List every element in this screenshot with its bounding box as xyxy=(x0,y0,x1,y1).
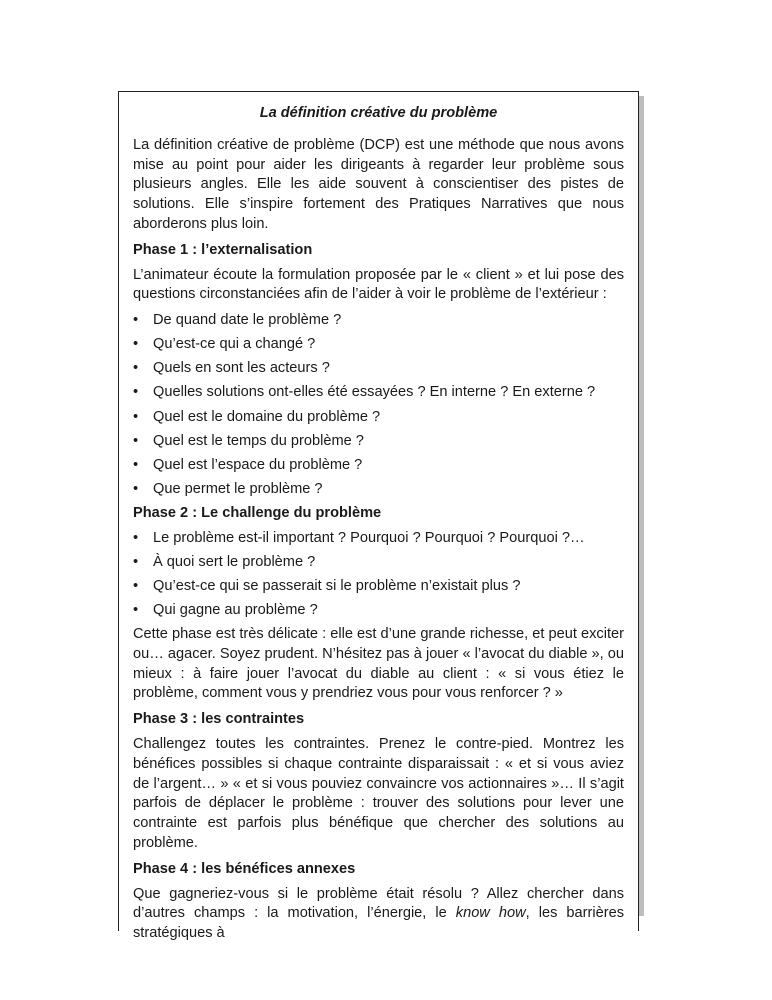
list-item xyxy=(133,480,624,500)
list-item-text: À quoi sert le problème ? xyxy=(153,553,316,570)
bullet-icon: • xyxy=(133,408,139,425)
bullet-icon: • xyxy=(133,384,139,401)
list-item-text: Que permet le problème ? xyxy=(153,480,323,497)
list-item-text: De quand date le problème ? xyxy=(153,312,342,329)
list-item xyxy=(133,383,624,403)
bullet-icon: • xyxy=(133,553,139,570)
phase2-list xyxy=(133,529,624,621)
phase4-text-after: , les barrières stratégiques à xyxy=(133,905,625,942)
phase4-text-before: Que gagneriez-vous si le problème était résolu ? Allez chercher dans d’autres champs : la motivation, l’énergie, le xyxy=(133,885,624,922)
bullet-icon: • xyxy=(133,456,139,473)
phase4-paragraph xyxy=(133,885,624,944)
intro-paragraph: La définition créative de problème (DCP) est une méthode que nous avons mise au point pour aider les dirigeants à regarder leur problème sous plusieurs angles. Elle les aide souvent à conscientiser des pistes de solutions. Elle s’inspire fortement des Pratiques Narratives que nous aborderons plus loin. xyxy=(133,136,624,232)
bullet-icon: • xyxy=(133,432,139,449)
list-item xyxy=(133,601,624,621)
bullet-icon: • xyxy=(133,360,139,377)
bullet-icon: • xyxy=(133,602,139,618)
bullet-icon: • xyxy=(133,577,139,594)
phase1-paragraph: L’animateur écoute la formulation proposée par le « client » et lui pose des questions circonstanciées afin de l’aider à voir le problème de l’extérieur : xyxy=(133,266,624,303)
list-item-text: Quels en sont les acteurs ? xyxy=(153,360,330,377)
list-item xyxy=(133,553,624,573)
phase3-paragraph: Challengez toutes les contraintes. Prenez le contre-pied. Montrez les bénéfices possibles si chaque contrainte disparaissait : « et si vous aviez de l’argent… » « et si vous pouviez convaincre vos actionnaires »… Il s’agit parfois de déplacer le problème : trouver des solutions pour lever une contrainte est parfois plus bénéfique que chercher des solutions au problème. xyxy=(133,736,624,852)
phase3-heading: Phase 3 : les contraintes xyxy=(133,711,305,728)
list-item xyxy=(133,311,624,331)
box-content xyxy=(133,102,624,950)
bullet-icon: • xyxy=(133,480,139,497)
list-item xyxy=(133,335,624,355)
phase1-list xyxy=(133,311,624,499)
bullet-icon: • xyxy=(133,312,139,329)
list-item-text: Quel est le temps du problème ? xyxy=(153,432,364,449)
phase1-heading: Phase 1 : l’externalisation xyxy=(133,241,313,258)
list-item-text: Quelles solutions ont-elles été essayées ? En interne ? En externe ? xyxy=(153,384,596,401)
bullet-icon: • xyxy=(133,529,139,546)
list-item xyxy=(133,529,624,549)
phase4-heading: Phase 4 : les bénéfices annexes xyxy=(133,860,356,877)
list-item xyxy=(133,408,624,428)
list-item xyxy=(133,456,624,476)
phase2-heading: Phase 2 : Le challenge du problème xyxy=(133,504,382,521)
phase4-text-italic: know how xyxy=(455,905,526,922)
list-item xyxy=(133,359,624,379)
text-box xyxy=(118,91,639,942)
list-item-text: Qu’est-ce qui se passerait si le problème n’existait plus ? xyxy=(153,577,521,594)
box-title: La définition créative du problème xyxy=(259,105,498,121)
phase2-paragraph: Cette phase est très délicate : elle est d’une grande richesse, et peut exciter ou… agacer. Soyez prudent. N’hésitez pas à jouer « l’avocat du diable », ou mieux : à faire jouer l’avocat du diable au client : « si vous étiez le problème, comment vous y prendriez vous pour vous renforcer ? » xyxy=(133,626,624,702)
list-item-text: Qui gagne au problème ? xyxy=(153,602,318,618)
list-item-text: Le problème est-il important ? Pourquoi ? Pourquoi ? Pourquoi ?… xyxy=(153,529,585,546)
bullet-icon: • xyxy=(133,336,139,353)
list-item xyxy=(133,432,624,452)
list-item xyxy=(133,577,624,597)
list-item-text: Quel est le domaine du problème ? xyxy=(153,408,381,425)
list-item-text: Qu’est-ce qui a changé ? xyxy=(153,336,316,353)
list-item-text: Quel est l’espace du problème ? xyxy=(153,456,363,473)
